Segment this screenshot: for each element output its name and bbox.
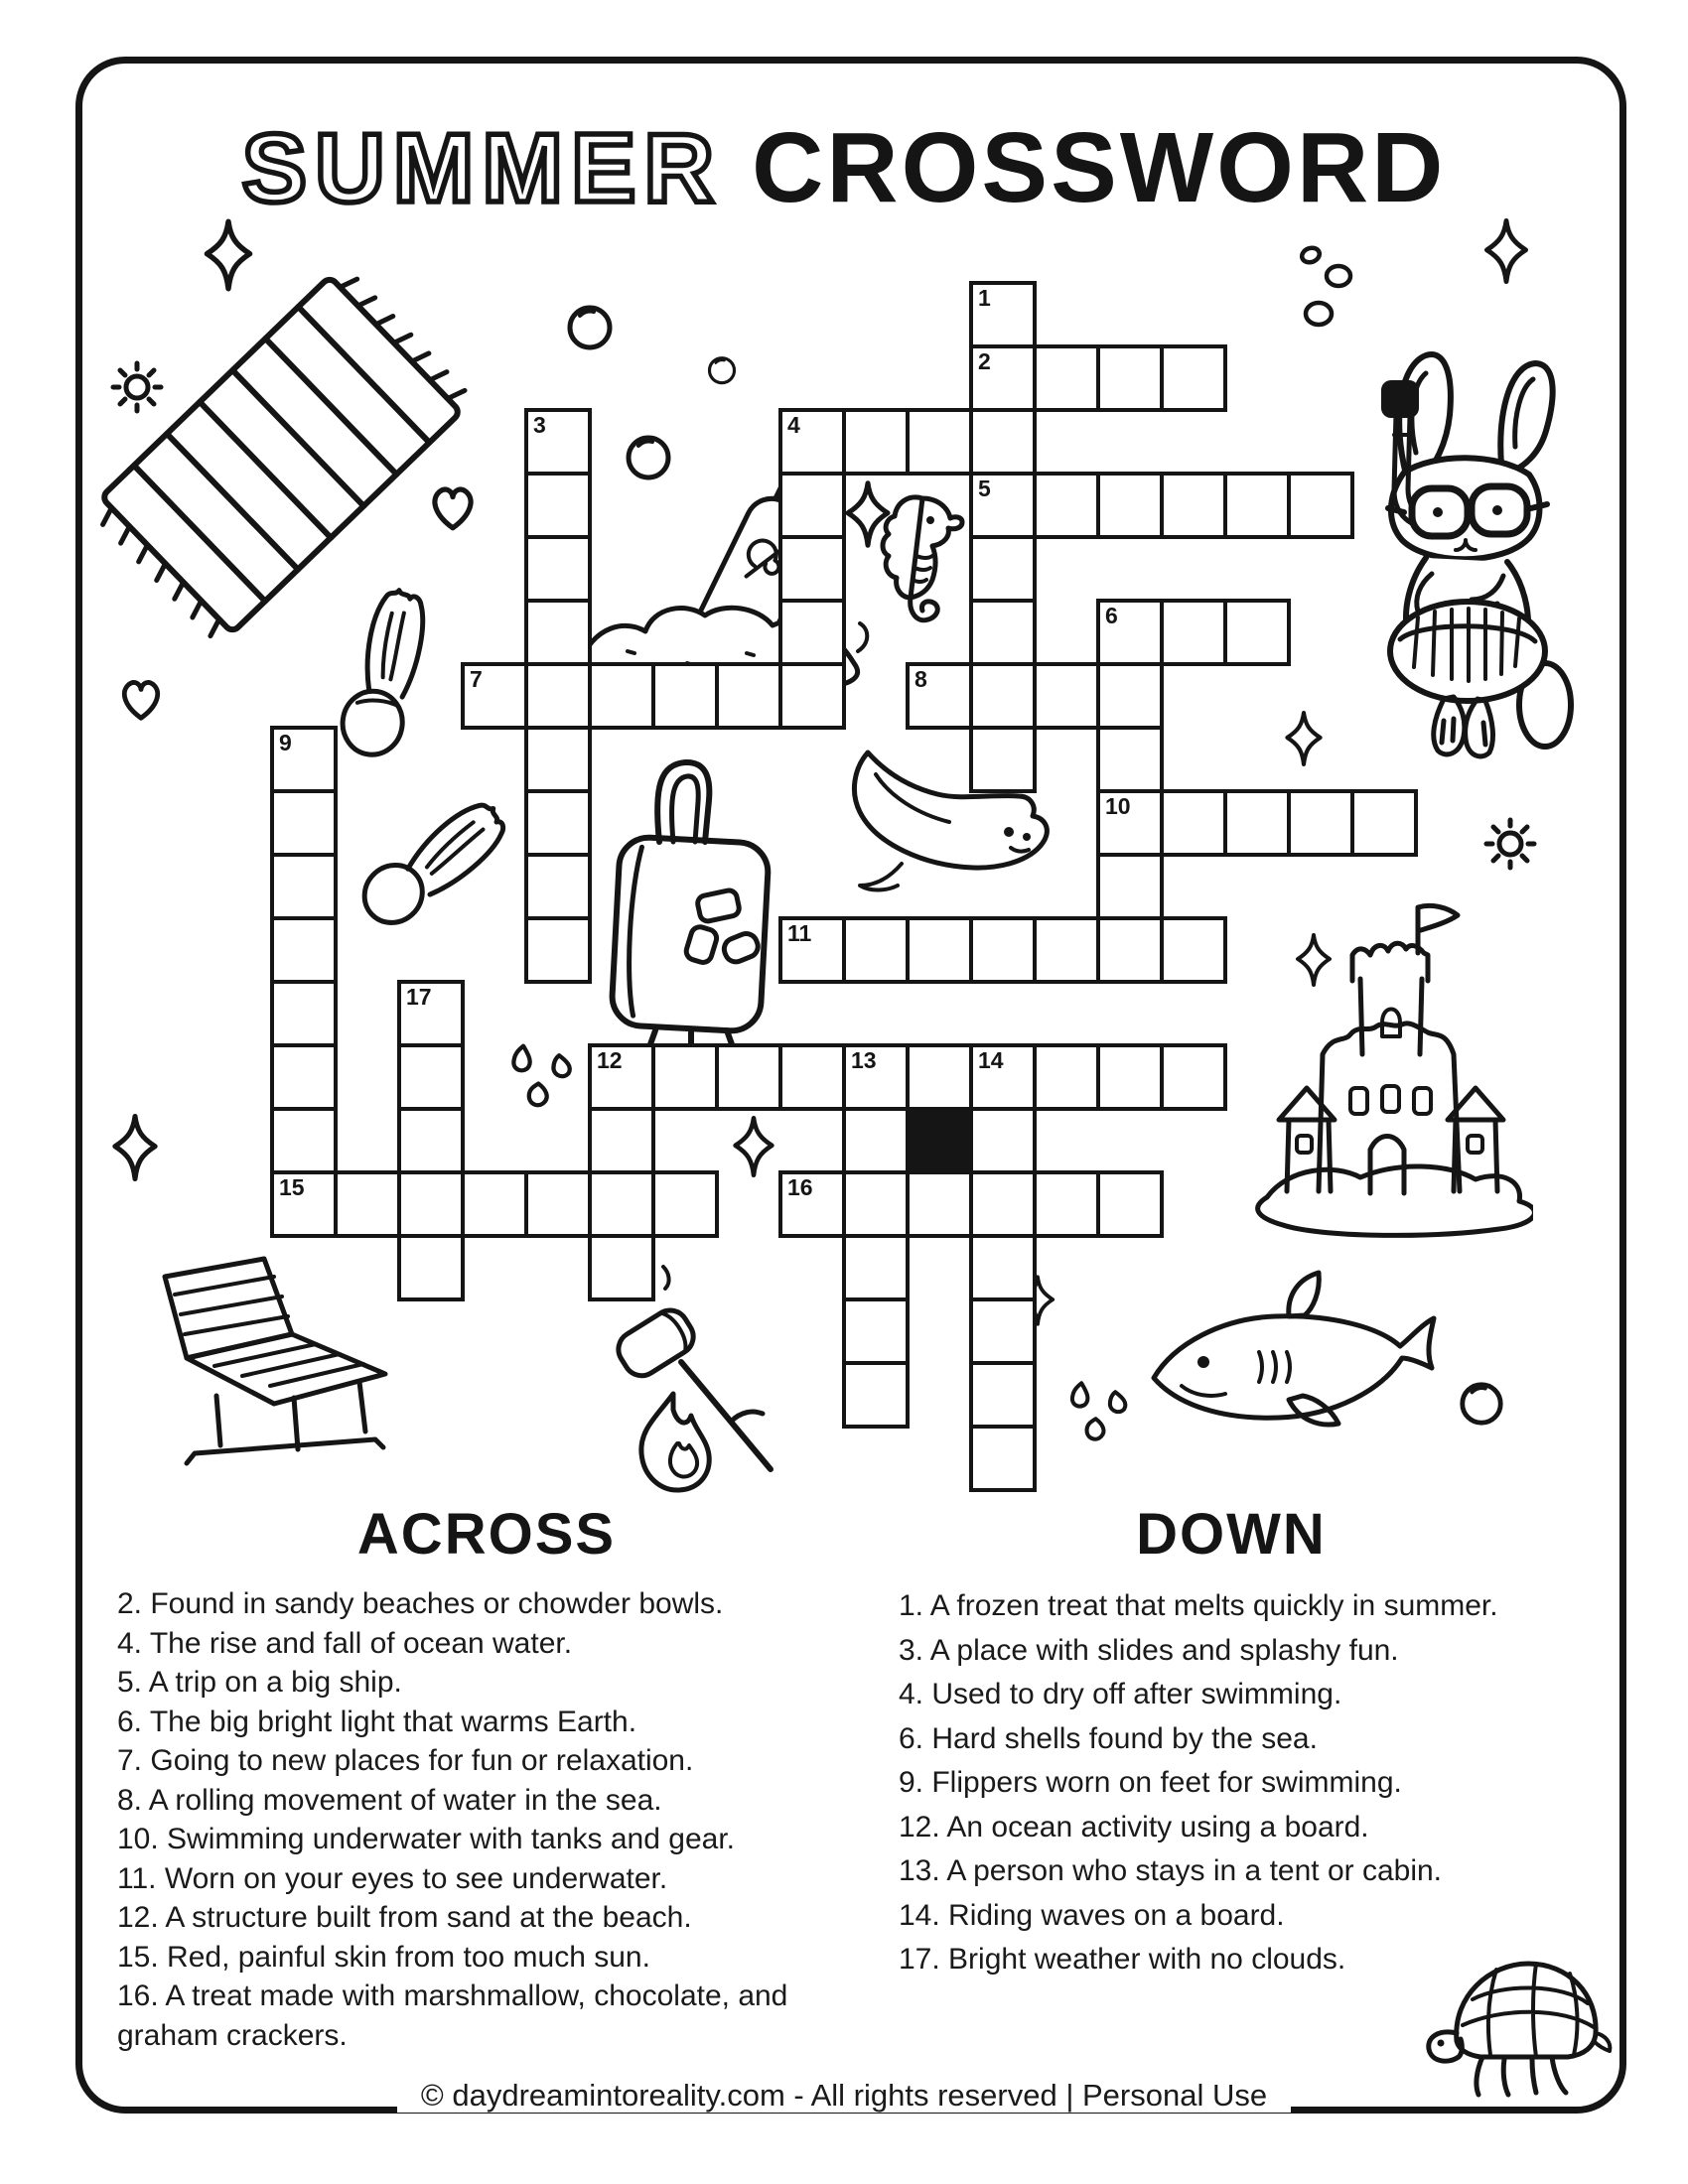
clue-across-12: 12. A structure built from sand at the beach.: [117, 1901, 692, 1934]
grid-cell[interactable]: [270, 1043, 338, 1111]
clue-down-3: 3. A place with slides and splashy fun.: [899, 1633, 1399, 1667]
grid-cell[interactable]: [778, 1043, 846, 1111]
droplets-icon-1: [504, 1040, 582, 1112]
grid-cell[interactable]: [1096, 344, 1164, 412]
grid-cell[interactable]: [270, 1107, 338, 1174]
lounge-chair-icon: [125, 1247, 423, 1513]
cell-number: 5: [978, 476, 991, 501]
clue-across-2: 2. Found in sandy beaches or chowder bowls.: [117, 1587, 724, 1620]
cell-number: 12: [597, 1047, 623, 1073]
grid-cell[interactable]: [397, 1170, 465, 1238]
grid-cell[interactable]: [1033, 472, 1100, 539]
grid-cell[interactable]: [524, 408, 592, 476]
title-word-crossword: CROSSWORD: [752, 112, 1447, 223]
clue-across-11: 11. Worn on your eyes to see underwater.: [117, 1861, 668, 1895]
clue-down-9: 9. Flippers worn on feet for swimming.: [899, 1766, 1402, 1799]
cell-number: 4: [787, 412, 800, 438]
clue-down-14: 14. Riding waves on a board.: [899, 1898, 1285, 1932]
grid-cell[interactable]: [969, 726, 1037, 793]
grid-cell[interactable]: [1096, 726, 1164, 793]
cell-number: 9: [279, 730, 292, 755]
grid-cell[interactable]: [524, 916, 592, 984]
grid-cell[interactable]: [524, 662, 592, 730]
grid-cell[interactable]: [1096, 916, 1164, 984]
grid-cell[interactable]: [588, 1107, 655, 1174]
grid-cell[interactable]: [969, 1425, 1037, 1492]
grid-cell[interactable]: [1223, 599, 1291, 666]
grid-cell[interactable]: [524, 599, 592, 666]
bubble-icon-2: [707, 353, 737, 386]
grid-cell[interactable]: [969, 1170, 1037, 1238]
across-header: ACROSS: [356, 1502, 617, 1567]
cell-number: 16: [787, 1174, 813, 1200]
grid-cell[interactable]: [842, 1234, 910, 1301]
grid-cell[interactable]: [588, 662, 655, 730]
grid-cell[interactable]: [334, 1170, 401, 1238]
grid-cell-black: [906, 1107, 973, 1174]
droplets-icon-2: [1065, 1374, 1135, 1449]
grid-cell[interactable]: [1160, 472, 1227, 539]
grid-cell[interactable]: [270, 1170, 338, 1238]
grid-cell[interactable]: [397, 1043, 465, 1111]
cell-number: 10: [1105, 793, 1131, 819]
down-header: DOWN: [1136, 1502, 1327, 1567]
grid-cell[interactable]: [588, 1234, 655, 1301]
grid-cell[interactable]: [969, 916, 1037, 984]
cell-number: 11: [787, 920, 812, 946]
bubble-icon-1: [566, 301, 614, 352]
grid-cell[interactable]: [1096, 1043, 1164, 1111]
sparkle-icon-2: [1479, 218, 1533, 284]
grid-cell[interactable]: [778, 599, 846, 666]
grid-cell[interactable]: [969, 535, 1037, 603]
clue-across-15: 15. Red, painful skin from too much sun.: [117, 1940, 650, 1974]
suitcase-icon: [594, 745, 788, 1048]
grid-cell[interactable]: [969, 472, 1037, 539]
grid-cell[interactable]: [969, 1361, 1037, 1429]
cell-number: 15: [279, 1174, 305, 1200]
grid-cell[interactable]: [270, 916, 338, 984]
grid-cell[interactable]: [1033, 1043, 1100, 1111]
title-word-summer: SUMMER: [241, 113, 723, 222]
grid-cell[interactable]: [1223, 472, 1291, 539]
grid-cell[interactable]: [397, 1234, 465, 1301]
flipper-icon-2: [350, 772, 510, 937]
across-clue-list: [117, 1584, 812, 2055]
grid-cell[interactable]: [906, 916, 973, 984]
grid-cell[interactable]: [1096, 662, 1164, 730]
grid-cell[interactable]: [524, 472, 592, 539]
grid-cell[interactable]: [715, 1043, 782, 1111]
grid-cell[interactable]: [1160, 789, 1227, 857]
grid-cell[interactable]: [270, 853, 338, 920]
grid-cell[interactable]: [1033, 916, 1100, 984]
grid-cell[interactable]: [969, 344, 1037, 412]
grid-cell[interactable]: [778, 472, 846, 539]
sun-icon-right: [1478, 812, 1542, 876]
grid-cell[interactable]: [397, 1107, 465, 1174]
cell-number: 3: [533, 412, 546, 438]
grid-cell[interactable]: [524, 535, 592, 603]
grid-cell[interactable]: [906, 408, 973, 476]
clue-across-4: 4. The rise and fall of ocean water.: [117, 1626, 573, 1660]
sparkle-icon-6: [731, 1116, 776, 1177]
grid-cell[interactable]: [1287, 789, 1354, 857]
grid-cell[interactable]: [270, 980, 338, 1047]
clue-down-1: 1. A frozen treat that melts quickly in summer.: [899, 1589, 1498, 1622]
grid-cell[interactable]: [524, 1170, 592, 1238]
grid-cell[interactable]: [1160, 916, 1227, 984]
clue-across-6: 6. The big bright light that warms Earth.: [117, 1705, 637, 1738]
footer-text: © daydreamintoreality.com - All rights reserved | Personal Use: [397, 2078, 1291, 2113]
grid-cell[interactable]: [969, 1043, 1037, 1111]
cell-number: 6: [1105, 603, 1118, 628]
grid-cell[interactable]: [778, 916, 846, 984]
grid-cell[interactable]: [461, 662, 528, 730]
grid-cell[interactable]: [969, 408, 1037, 476]
clue-down-12: 12. An ocean activity using a board.: [899, 1810, 1369, 1843]
grid-cell[interactable]: [588, 1170, 655, 1238]
grid-cell[interactable]: [1160, 599, 1227, 666]
snorkel-bunny-icon: [1340, 324, 1595, 766]
grid-cell[interactable]: [651, 662, 719, 730]
clue-down-4: 4. Used to dry off after swimming.: [899, 1678, 1342, 1710]
cell-number: 14: [978, 1047, 1004, 1073]
grid-cell[interactable]: [842, 1361, 910, 1429]
grid-cell[interactable]: [906, 662, 973, 730]
grid-cell[interactable]: [1160, 1043, 1227, 1111]
sparkle-icon-7: [109, 1114, 161, 1181]
grid-cell[interactable]: [969, 1107, 1037, 1174]
flipper-icon-1: [333, 574, 447, 762]
grid-cell[interactable]: [397, 980, 465, 1047]
grid-cell[interactable]: [842, 1297, 910, 1365]
grid-cell[interactable]: [1096, 1170, 1164, 1238]
down-clue-list: [899, 1584, 1514, 1982]
grid-cell[interactable]: [651, 1170, 719, 1238]
grid-cell[interactable]: [588, 1043, 655, 1111]
cell-number: 7: [470, 666, 483, 692]
grid-cell[interactable]: [1033, 662, 1100, 730]
page-title: [0, 111, 1688, 225]
grid-cell[interactable]: [715, 662, 782, 730]
sandcastle-icon: [1249, 893, 1533, 1245]
clue-across-8: 8. A rolling movement of water in the sea.: [117, 1783, 662, 1817]
grid-cell[interactable]: [842, 1107, 910, 1174]
grid-cell[interactable]: [778, 1170, 846, 1238]
sparkle-icon-4: [1280, 711, 1328, 766]
clue-across-5: 5. A trip on a big ship.: [117, 1666, 402, 1699]
grid-cell[interactable]: [524, 853, 592, 920]
grid-cell[interactable]: [842, 1043, 910, 1111]
footer: [0, 2078, 1688, 2114]
cell-number: 2: [978, 348, 991, 374]
grid-cell[interactable]: [969, 1234, 1037, 1301]
grid-cell[interactable]: [1160, 344, 1227, 412]
grid-cell[interactable]: [651, 1043, 719, 1111]
grid-cell[interactable]: [969, 281, 1037, 348]
clue-across-10: 10. Swimming underwater with tanks and gear.: [117, 1823, 735, 1855]
grid-cell[interactable]: [1096, 599, 1164, 666]
grid-cell[interactable]: [1033, 1170, 1100, 1238]
grid-cell[interactable]: [461, 1170, 528, 1238]
cell-number: 1: [978, 285, 991, 311]
grid-cell[interactable]: [1350, 789, 1418, 857]
cell-number: 13: [851, 1047, 877, 1073]
clue-down-6: 6. Hard shells found by the sea.: [899, 1721, 1318, 1755]
grid-cell[interactable]: [906, 1170, 973, 1238]
cell-number: 17: [406, 984, 432, 1010]
grid-cell[interactable]: [1096, 472, 1164, 539]
grid-cell[interactable]: [778, 662, 846, 730]
clue-across-16: 16. A treat made with marshmallow, chocolate, and graham crackers.: [117, 1979, 788, 2052]
grid-cell[interactable]: [842, 408, 910, 476]
grid-cell[interactable]: [270, 789, 338, 857]
clue-down-13: 13. A person who stays in a tent or cabin.: [899, 1854, 1443, 1887]
shark-icon: [1140, 1259, 1440, 1477]
clue-down-17: 17. Bright weather with no clouds.: [899, 1943, 1346, 1976]
grid-cell[interactable]: [1287, 472, 1354, 539]
grid-cell[interactable]: [906, 1043, 973, 1111]
grid-cell[interactable]: [524, 726, 592, 793]
grid-cell[interactable]: [1096, 853, 1164, 920]
bubble-icon-4: [1458, 1378, 1505, 1428]
bubbles-icon: [1297, 242, 1362, 334]
grid-cell[interactable]: [969, 599, 1037, 666]
grid-cell[interactable]: [524, 789, 592, 857]
clue-across-7: 7. Going to new places for fun or relaxation.: [117, 1744, 694, 1777]
grid-cell[interactable]: [270, 726, 338, 793]
grid-cell[interactable]: [1033, 344, 1100, 412]
grid-cell[interactable]: [778, 408, 846, 476]
grid-cell[interactable]: [1096, 789, 1164, 857]
heart-icon-1: [427, 481, 479, 535]
grid-cell[interactable]: [969, 1297, 1037, 1365]
grid-cell[interactable]: [842, 916, 910, 984]
heart-icon-2: [117, 675, 165, 725]
grid-cell[interactable]: [969, 662, 1037, 730]
grid-cell[interactable]: [842, 1170, 910, 1238]
grid-cell[interactable]: [1223, 789, 1291, 857]
cell-number: 8: [914, 666, 927, 692]
grid-cell[interactable]: [778, 535, 846, 603]
